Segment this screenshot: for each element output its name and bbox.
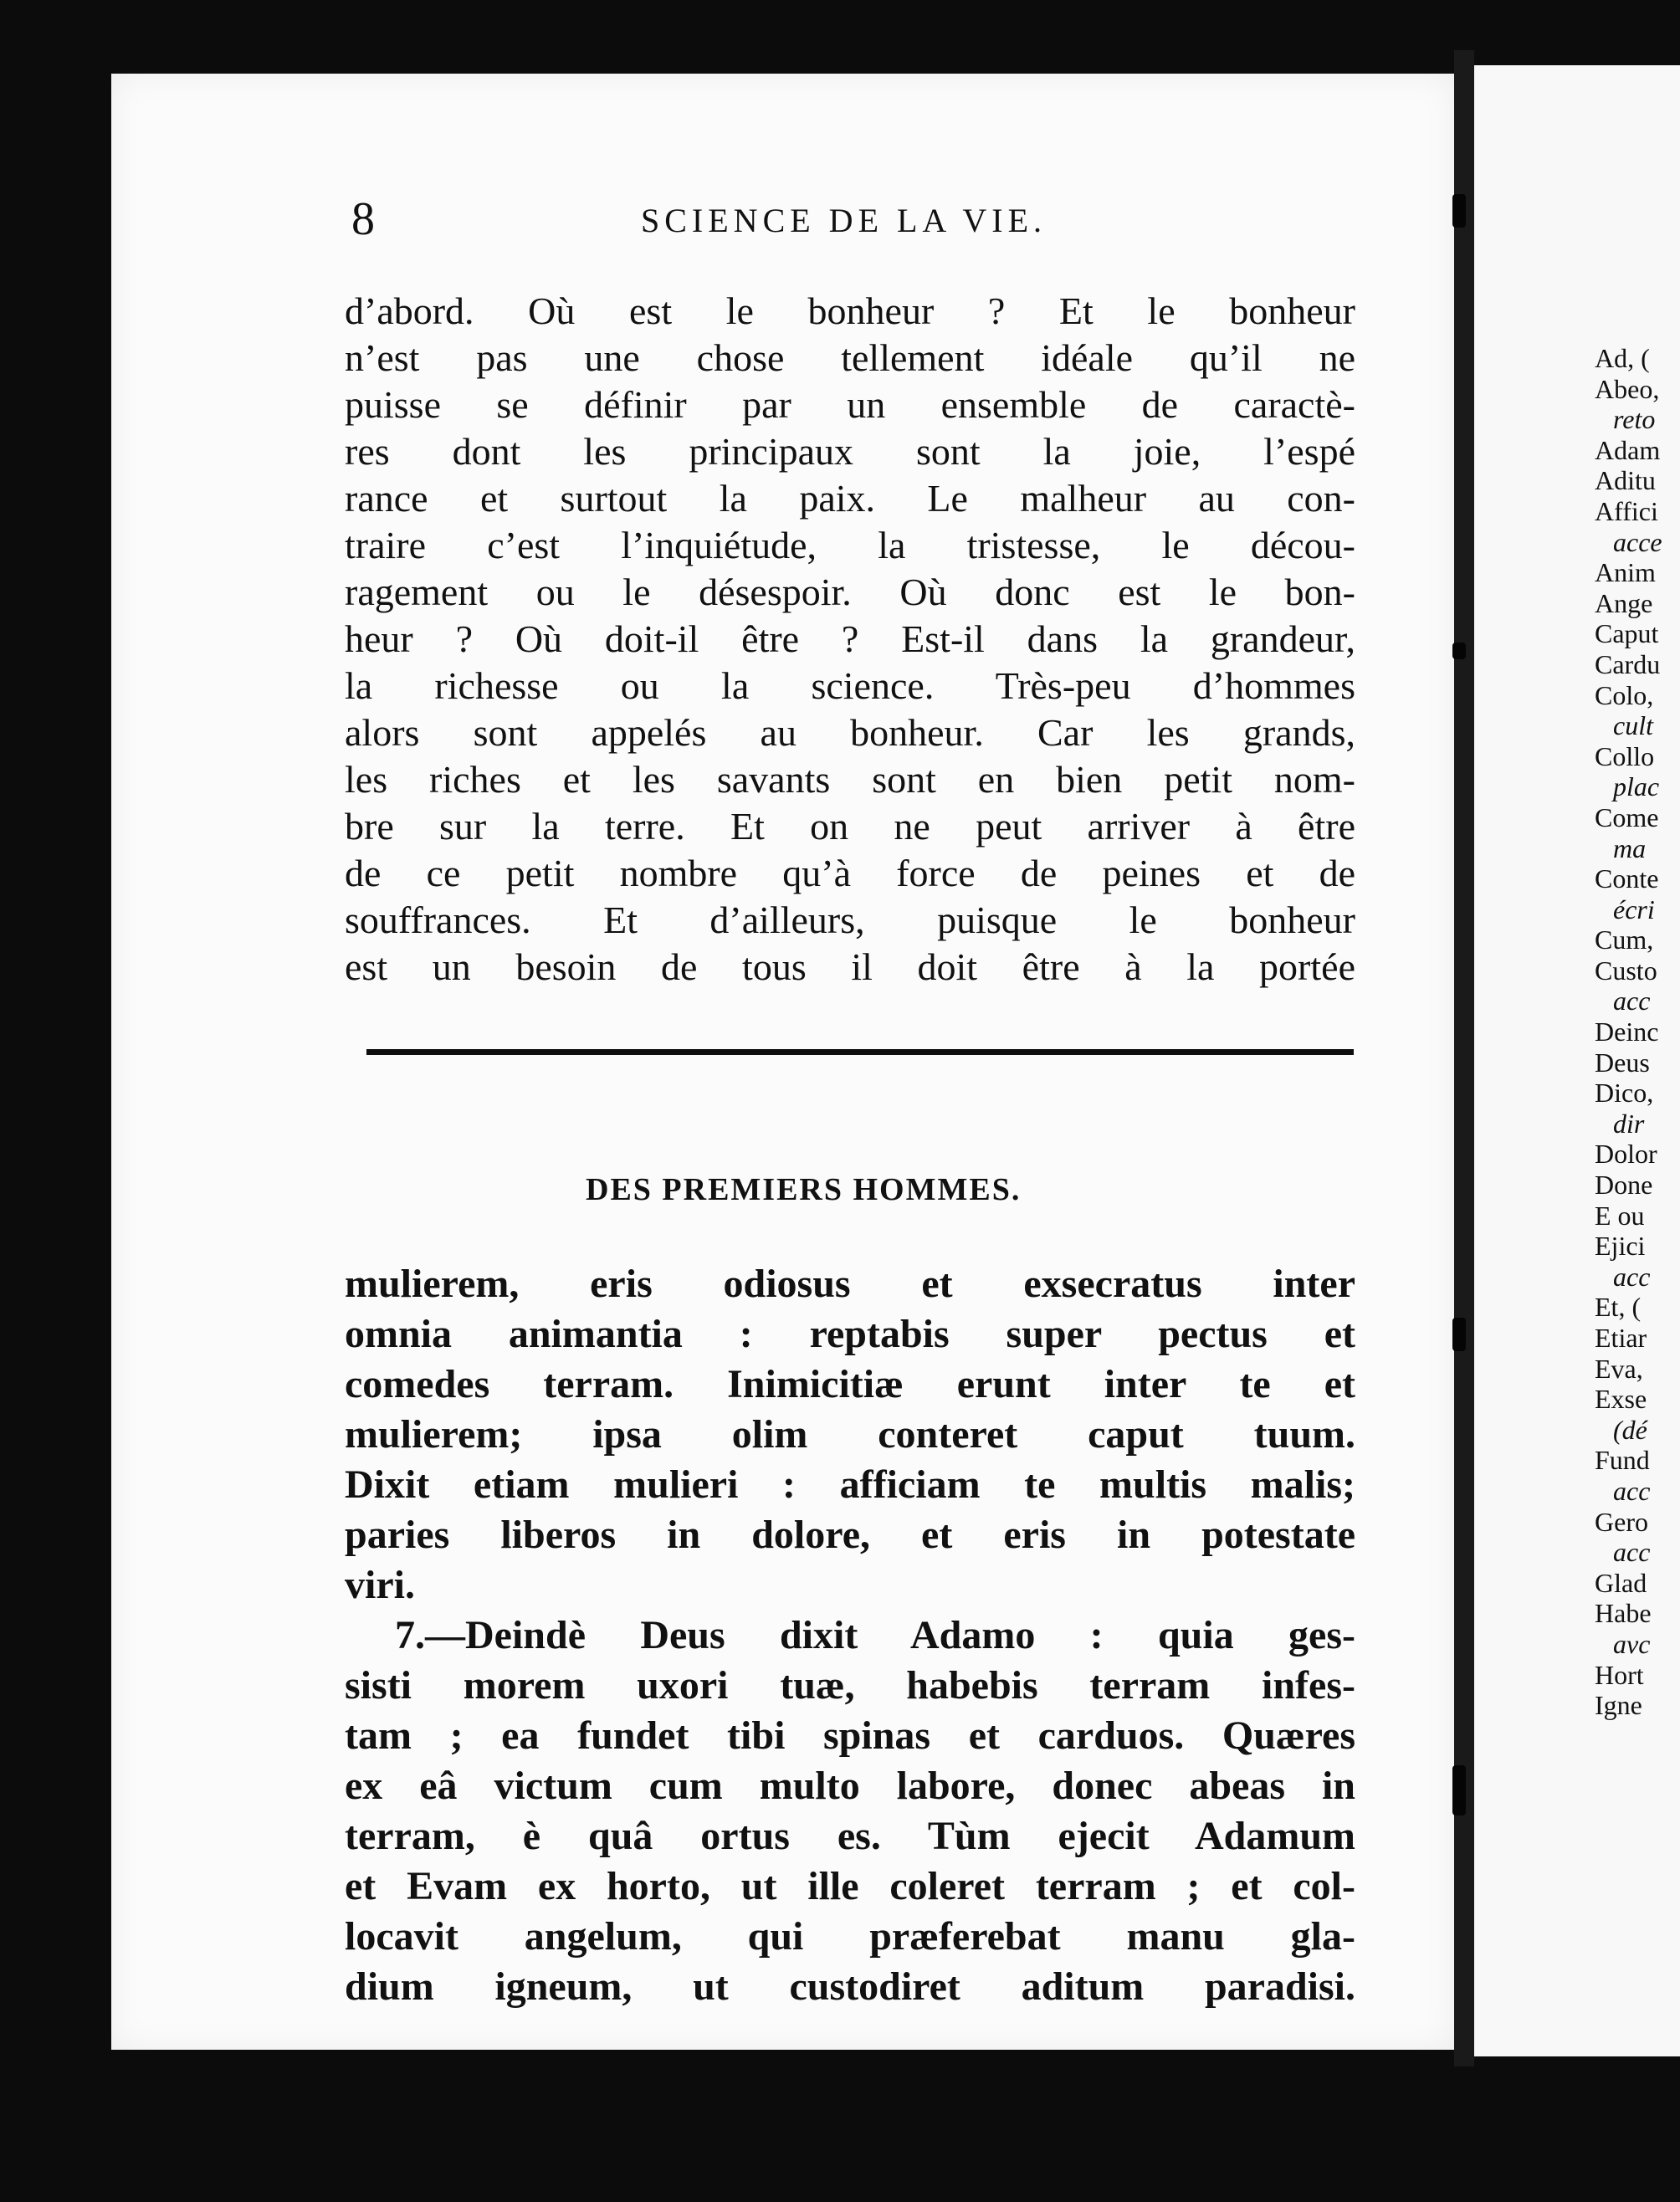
glossary-fragment: Ad, ( <box>1595 343 1650 373</box>
text-line: puisse se définir par un ensemble de caractè- <box>345 383 1355 426</box>
glossary-fragment: Igne <box>1595 1690 1642 1721</box>
glossary-fragment: Gero <box>1595 1506 1648 1537</box>
glossary-fragment: acc <box>1613 1537 1651 1568</box>
text-line: d’abord. Où est le bonheur ? Et le bonheur <box>345 289 1355 332</box>
text-line: souffrances. Et d’ailleurs, puisque le bonheur <box>345 899 1355 941</box>
glossary-fragment: Habe <box>1595 1598 1652 1629</box>
glossary-fragment: Cum, <box>1595 924 1654 955</box>
glossary-fragment: Custo <box>1595 955 1657 986</box>
text-line: de ce petit nombre qu’à force de peines et de <box>345 852 1355 894</box>
glossary-fragment: plac <box>1613 771 1660 802</box>
glossary-fragment: acce <box>1613 526 1662 557</box>
section-divider <box>366 1049 1354 1055</box>
glossary-fragment: Affici <box>1595 495 1658 526</box>
text-line: heur ? Où doit-il être ? Est-il dans la grandeur, <box>345 617 1355 660</box>
book-gutter <box>1454 50 1474 2066</box>
facing-page-glossary <box>1595 343 1662 1721</box>
glossary-fragment: Conte <box>1595 863 1659 894</box>
glossary-fragment: ma <box>1613 832 1647 863</box>
text-line: locavit angelum, qui præferebat manu gla- <box>345 1914 1355 1959</box>
text-line: traire c’est l’inquiétude, la tristesse, le décou- <box>345 524 1355 566</box>
glossary-fragment: Exse <box>1595 1384 1647 1415</box>
glossary-fragment: acc <box>1613 1261 1651 1292</box>
glossary-fragment: reto <box>1613 404 1656 435</box>
text-line: Dixit etiam mulieri : afficiam te multis malis; <box>345 1462 1355 1507</box>
text-line: les riches et les savants sont en bien petit nom- <box>345 758 1355 801</box>
glossary-fragment: dir <box>1613 1108 1645 1139</box>
glossary-fragment: Cardu <box>1595 648 1661 679</box>
glossary-fragment: Done <box>1595 1170 1653 1201</box>
text-line: res dont les principaux sont la joie, l’espé <box>345 430 1355 473</box>
text-line: la richesse ou la science. Très-peu d’hommes <box>345 664 1355 707</box>
glossary-fragment: Abeo, <box>1595 373 1660 404</box>
text-line: paries liberos in dolore, et eris in potestate <box>345 1513 1355 1557</box>
text-line: mulierem; ipsa olim conteret caput tuum. <box>345 1412 1355 1457</box>
glossary-fragment: cult <box>1613 710 1653 741</box>
page-header <box>351 192 1355 246</box>
text-line: rance et surtout la paix. Le malheur au con- <box>345 477 1355 520</box>
glossary-fragment: Aditu <box>1595 465 1656 496</box>
glossary-fragment: Ange <box>1595 587 1653 618</box>
text-line: sisti morem uxori tuæ, habebis terram infes- <box>345 1663 1355 1708</box>
glossary-fragment: E ou <box>1595 1200 1645 1231</box>
glossary-fragment: Colo, <box>1595 679 1654 710</box>
text-line: viri. <box>345 1563 415 1607</box>
glossary-fragment: Collo <box>1595 740 1655 771</box>
glossary-fragment: Et, ( <box>1595 1292 1642 1323</box>
glossary-fragment: écri <box>1613 894 1655 924</box>
text-line: mulierem, eris odiosus et exsecratus inter <box>345 1262 1355 1306</box>
text-line: comedes terram. Inimicitiæ erunt inter te et <box>345 1362 1355 1406</box>
glossary-fragment: Glad <box>1595 1567 1647 1598</box>
text-line: alors sont appelés au bonheur. Car les grands, <box>345 711 1355 754</box>
glossary-fragment: (dé <box>1613 1414 1647 1445</box>
glossary-fragment: Deus <box>1595 1047 1650 1078</box>
binding-stitch <box>1452 643 1466 659</box>
binding-stitch <box>1452 194 1466 228</box>
page-number: 8 <box>351 193 375 245</box>
text-line: dium igneum, ut custodiret aditum paradisi. <box>345 1964 1355 2009</box>
section-heading: DES PREMIERS HOMMES. <box>586 1172 1022 1207</box>
text-line: bre sur la terre. Et on ne peut arriver à être <box>345 805 1355 848</box>
glossary-fragment: Deinc <box>1595 1017 1659 1047</box>
text-line: ragement ou le désespoir. Où donc est le bon- <box>345 571 1355 613</box>
glossary-fragment: Ejici <box>1595 1231 1646 1262</box>
glossary-fragment: Adam <box>1595 434 1661 465</box>
text-line: terram, è quâ ortus es. Tùm ejecit Adamum <box>345 1814 1355 1858</box>
glossary-fragment: Fund <box>1595 1445 1650 1476</box>
running-title: SCIENCE DE LA VIE. <box>641 202 1047 239</box>
text-line: ex eâ victum cum multo labore, donec abeas in <box>345 1764 1355 1808</box>
glossary-fragment: Anim <box>1595 557 1656 588</box>
glossary-fragment: Hort <box>1595 1659 1644 1690</box>
glossary-fragment: Eva, <box>1595 1353 1643 1384</box>
text-line: n’est pas une chose tellement idéale qu’il ne <box>345 336 1355 379</box>
binding-stitch <box>1452 1765 1466 1815</box>
glossary-fragment: acc <box>1613 986 1651 1017</box>
glossary-fragment: Dico, <box>1595 1078 1654 1109</box>
glossary-fragment: Caput <box>1595 618 1659 649</box>
glossary-fragment: acc <box>1613 1475 1651 1506</box>
text-line: omnia animantia : reptabis super pectus et <box>345 1312 1355 1356</box>
glossary-fragment: Etiar <box>1595 1323 1647 1353</box>
text-line: tam ; ea fundet tibi spinas et carduos. Quæres <box>345 1713 1355 1758</box>
text-line: 7.—Deindè Deus dixit Adamo : quia ges- <box>395 1613 1355 1657</box>
glossary-fragment: Dolor <box>1595 1139 1657 1170</box>
text-line: est un besoin de tous il doit être à la portée <box>345 945 1355 988</box>
upper-paragraph <box>345 288 1355 991</box>
binding-stitch <box>1452 1318 1466 1351</box>
glossary-fragment: avc <box>1613 1628 1651 1659</box>
lower-paragraph <box>345 1259 1355 2012</box>
glossary-fragment: Come <box>1595 801 1659 832</box>
text-line: et Evam ex horto, ut ille coleret terram ; et col- <box>345 1864 1355 1908</box>
